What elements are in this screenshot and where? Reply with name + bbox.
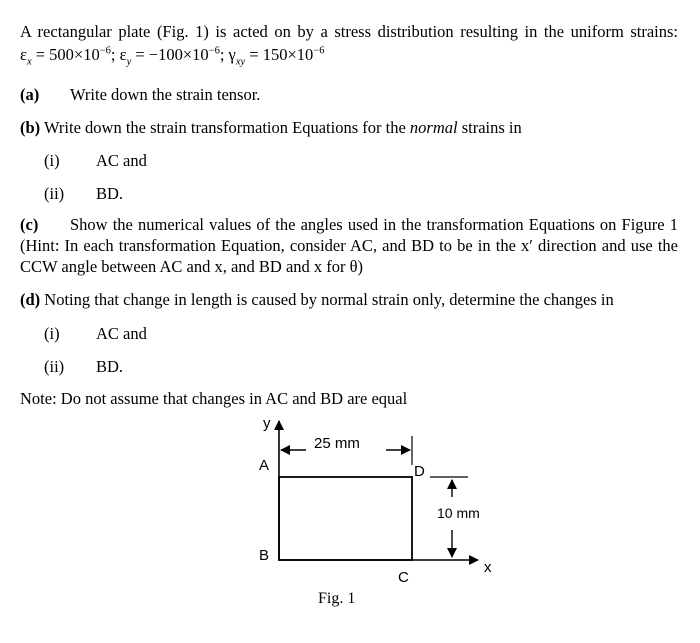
y-axis-label: y [263,415,271,432]
figure-caption: Fig. 1 [318,590,356,607]
part-d-item-1-text: AC and [96,324,147,343]
epsilon-x: $\varepsilon_x = 500\times 10^{-6}$ [20,45,111,68]
part-c-line-2: (Hint: In each transformation Equation, consider AC, and BD to be in the x′ direction and use the [20,236,678,255]
x-axis-label: x [484,559,492,576]
part-b-question: (b) Write down the strain transformation Equations for the normal strains in [20,118,522,137]
part-a-text: Write down the strain tensor. [70,85,261,104]
part-d-item-1-num: (i) [44,324,60,343]
point-c-label: C [398,569,409,586]
epsilon-y: $\varepsilon_y = -100\times 10^{-6}$ [119,45,220,68]
part-b-label: (b) [20,118,41,137]
part-b-item-1-num: (i) [44,151,60,170]
width-dim-label: 25 mm [314,435,360,452]
point-a-label: A [259,457,270,474]
point-d-label: D [414,463,425,480]
part-c-label: (c) [20,215,39,234]
note: Note: Do not assume that changes in AC and BD are equal [20,389,408,408]
part-d-item-2-num: (ii) [44,357,65,376]
part-b-item-1-text: AC and [96,151,147,170]
part-b-item-2-text: BD. [96,184,124,203]
part-a-label: (a) [20,85,40,104]
plate [279,477,412,560]
gamma-xy: $\gamma_{xy} = 150\times 10^{-6}$ [228,45,325,68]
problem-intro: A rectangular plate (Fig. 1) is acted on by a stress distribution resulting in the uniform strains: [20,22,678,41]
part-b-item-2-num: (ii) [44,184,65,203]
part-c-line-3: CCW angle between AC and x, and BD and x for θ) [20,257,364,276]
height-dim-label: 10 mm [437,505,480,521]
part-d-question: (d) Noting that change in length is caused by normal strain only, determine the changes in [20,290,614,309]
part-d-item-2-text: BD. [96,357,124,376]
strain-values: $\varepsilon_x = 500\times 10^{-6}$; $\varepsilon_y = -100\times 10^{-6}$; $\gamma_{xy} = 150\times 10^{-6}$ [20,45,325,68]
point-b-label: B [259,547,270,564]
part-d-label: (d) [20,290,41,309]
part-c-line-1: Show the numerical values of the angles used in the transformation Equations on Figure 1 [70,215,678,234]
